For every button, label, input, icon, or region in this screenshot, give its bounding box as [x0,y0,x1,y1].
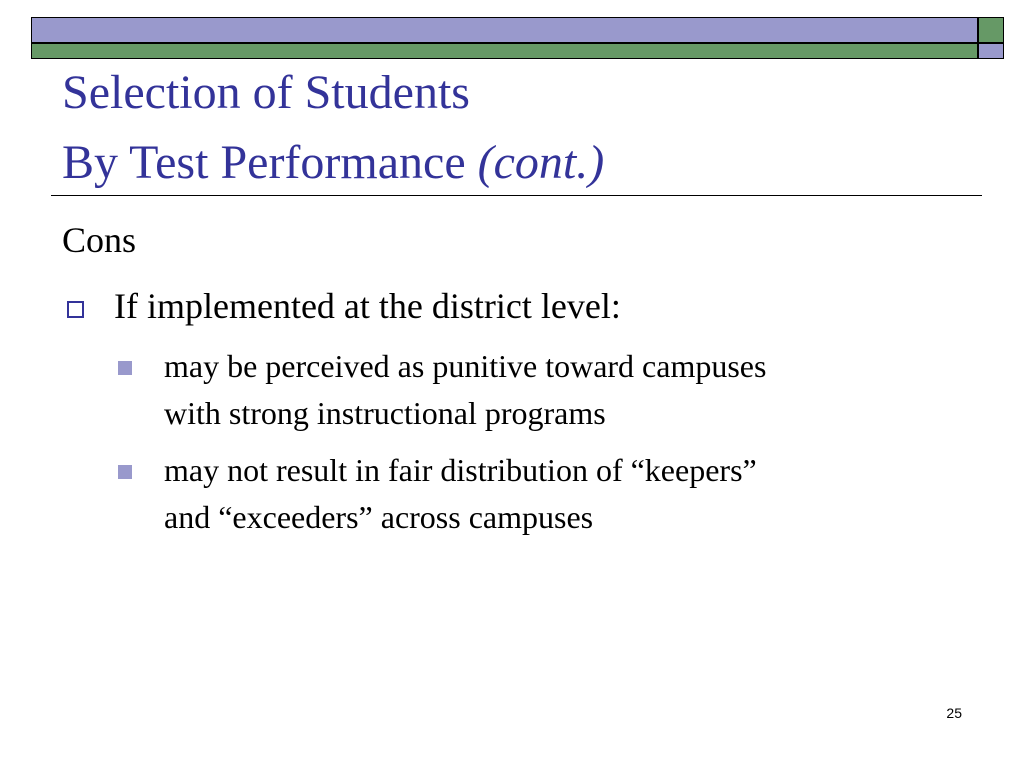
sub-bullet-line: and “exceeders” across campuses [164,499,594,535]
hollow-square-bullet-icon [67,301,84,318]
page-number: 25 [946,705,962,721]
cons-heading: Cons [62,220,137,260]
sub-bullet-line: may be perceived as punitive toward campuses [164,348,767,384]
title-line-2-main: By Test Performance [62,136,478,189]
sub-bullet-line: with strong instructional programs [164,395,606,431]
sub-bullet-punitive [164,343,964,437]
sub-bullet-fair-distribution [164,447,964,541]
filled-square-bullet-icon [118,361,132,375]
title-line-2-italic: (cont.) [477,136,605,189]
bullet-district-level: If implemented at the district level: [114,286,621,326]
filled-square-bullet-icon [118,465,132,479]
sub-bullet-line: may not result in fair distribution of “keepers” [164,452,757,488]
title-line-1: Selection of Students [62,66,470,119]
